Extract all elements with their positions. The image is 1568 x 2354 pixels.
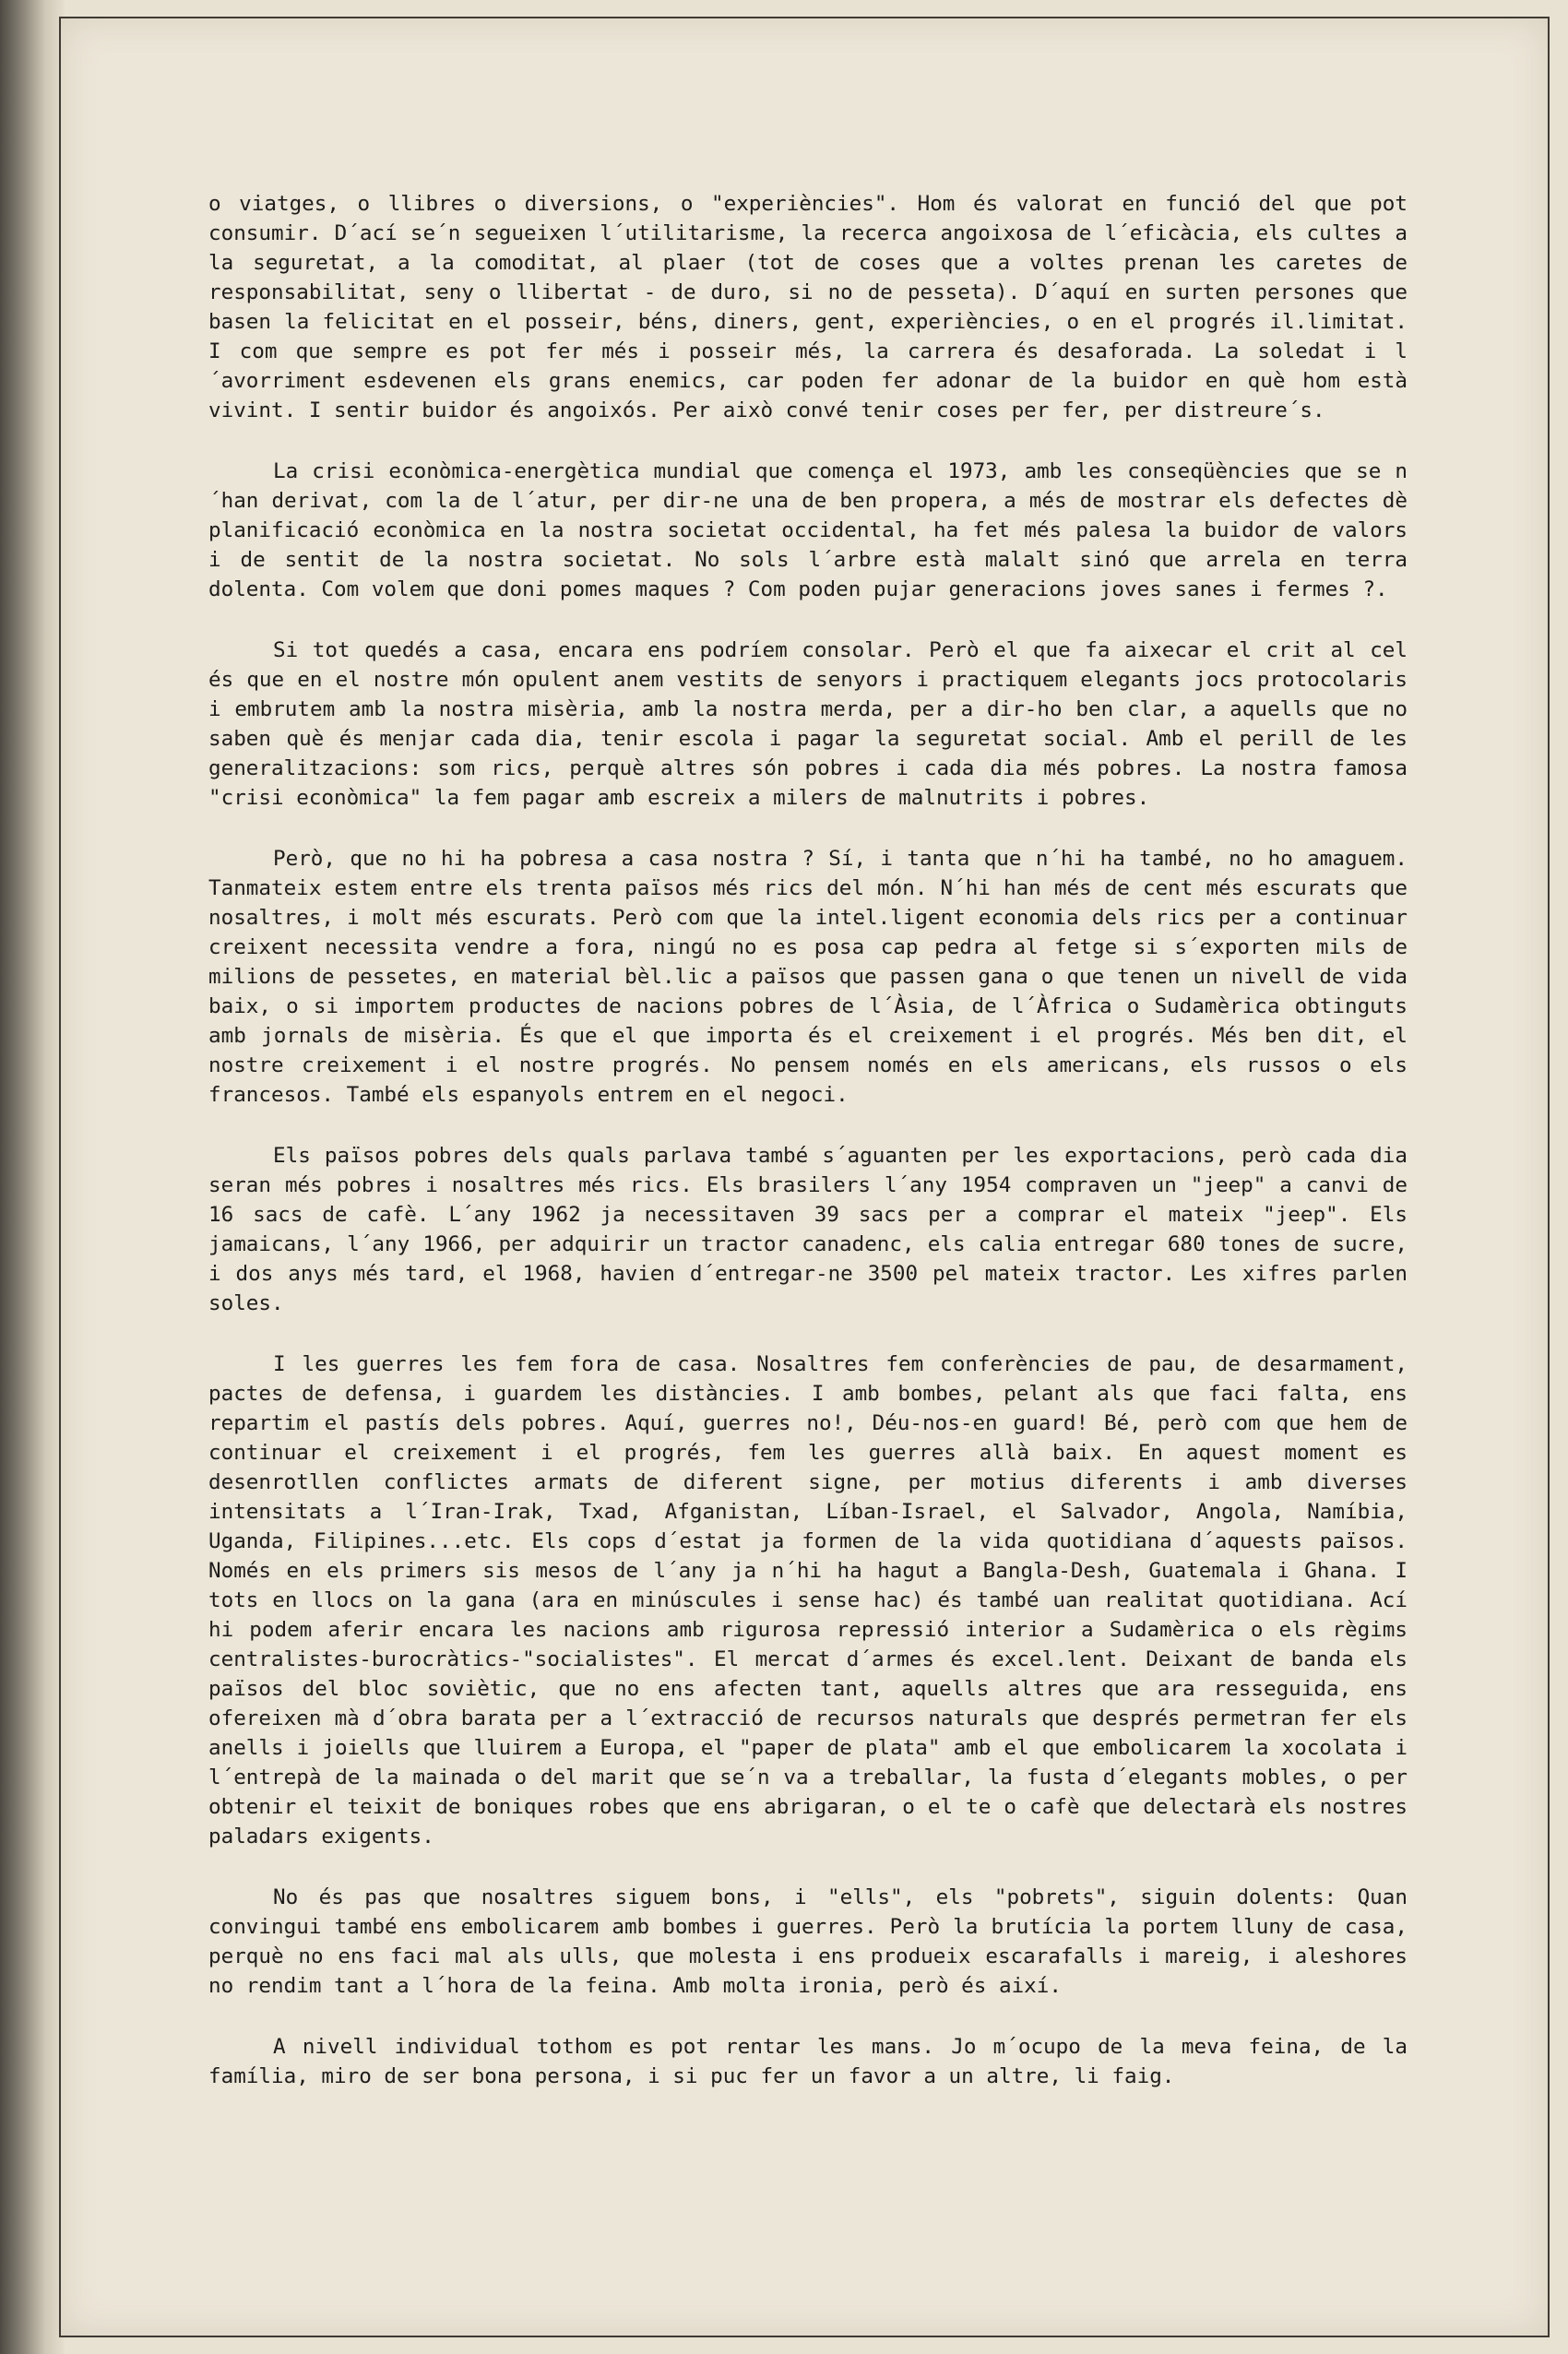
- paragraph-2: La crisi econòmica-energètica mundial que comença el 1973, amb les conseqüències que se n´han derivat, com la de l´atur, per dir-ne una de ben propera, a més de mostrar els defectes dè planificació econòmica en la nostra societat occidental, ha fet més palesa la buidor de valors i de sentit de la nostra societat. No sols l´arbre està malalt sinó que arrela en terra dolenta. Com volem que doni pomes maques ? Com poden pujar generacions joves sanes i fermes ?.: [208, 459, 1408, 601]
- paragraph-8: A nivell individual tothom es pot rentar les mans. Jo m´ocupo de la meva feina, de la família, miro de ser bona persona, i si puc fer un favor a un altre, li faig.: [208, 2035, 1408, 2088]
- paragraph-5: Els països pobres dels quals parlava també s´aguanten per les exportacions, però cada dia seran més pobres i nosaltres més rics. Els brasilers l´any 1954 compraven un "jeep" a canvi de 16 sacs de cafè. L´any 1962 ja necessitaven 39 sacs per a comprar el mateix "jeep". Els jamaicans, l´any 1966, per adquirir un tractor canadenc, els calia entregar 680 tones de sucre, i dos anys més tard, el 1968, havien d´entregar-ne 3500 pel mateix tractor. Les xifres parlen soles.: [208, 1144, 1408, 1315]
- paragraph-3: Si tot quedés a casa, encara ens podríem consolar. Però el que fa aixecar el crit al cel és que en el nostre món opulent anem vestits de senyors i practiquem elegants jocs protocolaris i embrutem amb la nostra misèria, amb la nostra merda, per a dir-ho ben clar, a aquells que no saben què és menjar cada dia, tenir escola i pagar la seguretat social. Amb el perill de les generalitzacions: som rics, perquè altres són pobres i cada dia més pobres. La nostra famosa "crisi econòmica" la fem pagar amb escreix a milers de malnutrits i pobres.: [208, 638, 1408, 810]
- paragraph-4: Però, que no hi ha pobresa a casa nostra ? Sí, i tanta que n´hi ha també, no ho amaguem. Tanmateix estem entre els trenta països més rics del món. N´hi han més de cent més escurats que nosaltres, i molt més escurats. Però com que la intel.ligent economia dels rics per a continuar creixent necessita vendre a fora, ningú no es posa cap pedra al fetge si s´exporten mils de milions de pessetes, en material bèl.lic a països que passen gana o que tenen un nivell de vida baix, o si importem productes de nacions pobres de l´Àsia, de l´Àfrica o Sudamèrica obtinguts amb jornals de misèria. És que el que importa és el creixement i el progrés. Més ben dit, el nostre creixement i el nostre progrés. No pensem només en els americans, els russos o els francesos. També els espanyols entrem en el negoci.: [208, 847, 1408, 1107]
- paragraph-6: I les guerres les fem fora de casa. Nosaltres fem conferències de pau, de desarmament, pactes de defensa, i guardem les distàncies. I amb bombes, pelant als que faci falta, ens repartim el pastís dels pobres. Aquí, guerres no!, Déu-nos-en guard! Bé, però com que hem de continuar el creixement i el progrés, fem les guerres allà baix. En aquest moment es desenrotllen conflictes armats de diferent signe, per motius diferents i amb diverses intensitats a l´Iran-Irak, Txad, Afganistan, Líban-Israel, el Salvador, Angola, Namíbia, Uganda, Filipines...etc. Els cops d´estat ja formen de la vida quotidiana d´aquests països. Només en els primers sis mesos de l´any ja n´hi ha hagut a Bangla-Desh, Guatemala i Ghana. I tots en llocs on la gana (ara en minúscules i sense hac) és també uan realitat quotidiana. Ací hi podem aferir encara les nacions amb rigurosa repressió interior a Sudamèrica o els règims centralistes-burocràtics-"socialistes". El mercat d´armes és excel.lent. Deixant de banda els països del bloc soviètic, que no ens afecten tant, aquells altres que ara resseguida, ens ofereixen mà d´obra barata per a l´extracció de recursos naturals que després permetran fer els anells i joiells que lluirem a Europa, el "paper de plata" amb el que embolicarem la xocolata i l´entrepà de la mainada o del marit que se´n va a treballar, la fusta d´elegants mobles, o per obtenir el teixit de boniques robes que ens abrigaran, o el te o cafè que delectarà els nostres paladars exigents.: [208, 1352, 1408, 1849]
- paragraph-1: o viatges, o llibres o diversions, o "experiències". Hom és valorat en funció del que pot consumir. D´ací se´n segueixen l´utilitarisme, la recerca angoixosa de l´eficàcia, els cultes a la seguretat, a la comoditat, al plaer (tot de coses que a voltes prenan les caretes de responsabilitat, seny o llibertat - de duro, si no de pesseta). D´aquí en surten persones que basen la felicitat en el posseir, béns, diners, gent, experiències, o en el progrés il.limitat. I com que sempre es pot fer més i posseir més, la carrera és desaforada. La soledat i l´avorriment esdevenen els grans enemics, car poden fer adonar de la buidor en què hom està vivint. I sentir buidor és angoixós. Per això convé tenir coses per fer, per distreure´s.: [208, 192, 1408, 422]
- paragraph-7: No és pas que nosaltres siguem bons, i "ells", els "pobrets", siguin dolents: Quan convingui també ens embolicarem amb bombes i guerres. Però la brutícia la portem lluny de casa, perquè no ens faci mal als ulls, que molesta i ens produeix escarafalls i mareig, i aleshores no rendim tant a l´hora de la feina. Amb molta ironia, però és així.: [208, 1885, 1408, 1998]
- document-body: [208, 189, 1408, 2091]
- binding-edge: [0, 0, 65, 2354]
